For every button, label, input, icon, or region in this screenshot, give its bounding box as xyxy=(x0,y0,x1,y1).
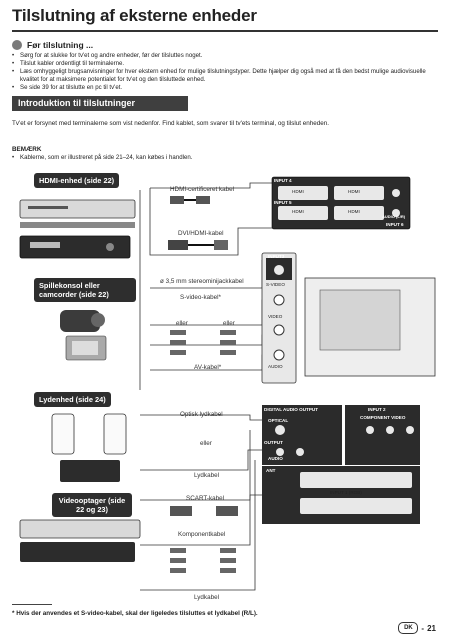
bullet-item: • Læs omhyggeligt brugsanvisninger for hver ekstern enhed for mulige tilslutningstyper. Dette hjælper dig også med at få den bedst mulige audiovisuelle kvalitet for at maksimere potentialet for tv'et og den tilsluttede enhed. xyxy=(12,68,437,84)
section-title: Introduktion til tilslutninger xyxy=(12,96,188,111)
page-title: Tilslutning af eksterne enheder xyxy=(12,6,257,25)
bullet-item: • Se side 39 for at tilslutte en pc til tv'et. xyxy=(12,84,437,92)
video-port-label: VIDEO xyxy=(268,314,283,319)
ant-label: ANT xyxy=(266,468,276,473)
note-item: • Kablerne, som er illustreret på side 21–24, kan købes i handlen. xyxy=(12,154,437,162)
hdmi-port-label: HDMI xyxy=(292,189,304,194)
svideo-cable-label: S-video-kabel* xyxy=(180,294,221,301)
hdmi-port-label: HDMI xyxy=(348,209,360,214)
or-label: eller xyxy=(176,320,188,327)
vcr-device-label: Videooptager (side 22 og 23) xyxy=(52,493,132,517)
page-number-separator: - xyxy=(421,623,425,633)
audio-lr-label: AUDIO (L/R) xyxy=(382,214,406,219)
input2-label: INPUT 2 xyxy=(368,407,386,412)
or-label: eller xyxy=(200,440,212,447)
hdmi-port-label: HDMI xyxy=(348,189,360,194)
footnote-divider xyxy=(12,604,52,605)
audio-cable-label-2: Lydkabel xyxy=(194,594,219,601)
input4-label: INPUT 4 xyxy=(274,178,292,183)
av-cable-label: AV-kabel* xyxy=(194,364,222,371)
hdmi-cable-label: HDMI-certificeret kabel xyxy=(170,186,235,193)
optical-port-label: OPTICAL xyxy=(268,418,289,423)
scart-cable-image xyxy=(170,506,238,516)
bullet-item: • Tilslut kabler ordentligt til terminalerne. xyxy=(12,60,437,68)
footnote: * Hvis der anvendes et S-video-kabel, skal der ligeledes tilsluttes et lydkabel (R/L). xyxy=(12,610,258,617)
input5-label: INPUT 5 xyxy=(274,200,292,205)
note-heading: BEMÆRK xyxy=(12,146,42,153)
page-number-area xyxy=(398,622,436,634)
tv-back-image xyxy=(262,253,435,383)
audio-cable-label: Lydkabel xyxy=(194,472,219,479)
digital-audio-output-label: DIGITAL AUDIO OUTPUT xyxy=(264,407,319,412)
hdmi-port-label: HDMI xyxy=(292,209,304,214)
hdmi-device-label: HDMI-enhed (side 22) xyxy=(34,173,119,188)
hdmi-cable-image xyxy=(170,196,210,204)
dvi-cable-label: DVI/HDMI-kabel xyxy=(178,230,224,237)
audio-port-label: AUDIO xyxy=(268,364,283,369)
or-label: eller xyxy=(223,320,235,327)
component-cable-label: Komponentkabel xyxy=(178,531,226,538)
scart-panel-image xyxy=(262,466,420,524)
dvi-cable-image xyxy=(168,240,228,250)
optical-cable-label: Optisk lydkabel xyxy=(180,411,223,418)
console-device-label: Spillekonsol eller camcorder (side 22) xyxy=(34,278,136,302)
blu-ray-player-image xyxy=(20,200,135,258)
subheading-text: Før tilslutning ... xyxy=(27,40,94,50)
camcorder-image xyxy=(60,310,106,360)
scart-cable-label: SCART-kabel xyxy=(186,495,225,502)
mini-jack-label: ø 3,5 mm stereominijackkabel xyxy=(160,278,244,285)
svideo-port-label: S-VIDEO xyxy=(266,282,285,287)
vcr-image xyxy=(20,520,140,562)
audio-device-label: Lydenhed (side 24) xyxy=(34,392,111,407)
input1-rgb-label: INPUT 1 (RGB) xyxy=(330,490,362,495)
language-badge: DK xyxy=(398,622,418,634)
av-cable-image xyxy=(170,330,236,355)
page-number: 21 xyxy=(427,623,436,633)
output-label: OUTPUT xyxy=(264,440,283,445)
input6-label: INPUT 6 xyxy=(386,222,404,227)
input3-label: INPUT3 xyxy=(268,254,285,259)
audio-panel-image xyxy=(262,405,420,465)
speakers-image xyxy=(52,414,126,482)
bullet-item: • Sørg for at slukke for tv'et og andre enheder, før der tilsluttes noget. xyxy=(12,52,437,60)
component-port-label: COMPONENT VIDEO xyxy=(360,415,406,420)
component-cable-image xyxy=(170,548,236,573)
intro-text: Tv'et er forsynet med terminalerne som vist nedenfor. Find kablet, som svarer til tv'ets terminal, og tilslut enheden. xyxy=(12,120,330,127)
audio-out-label: AUDIO xyxy=(268,456,283,461)
